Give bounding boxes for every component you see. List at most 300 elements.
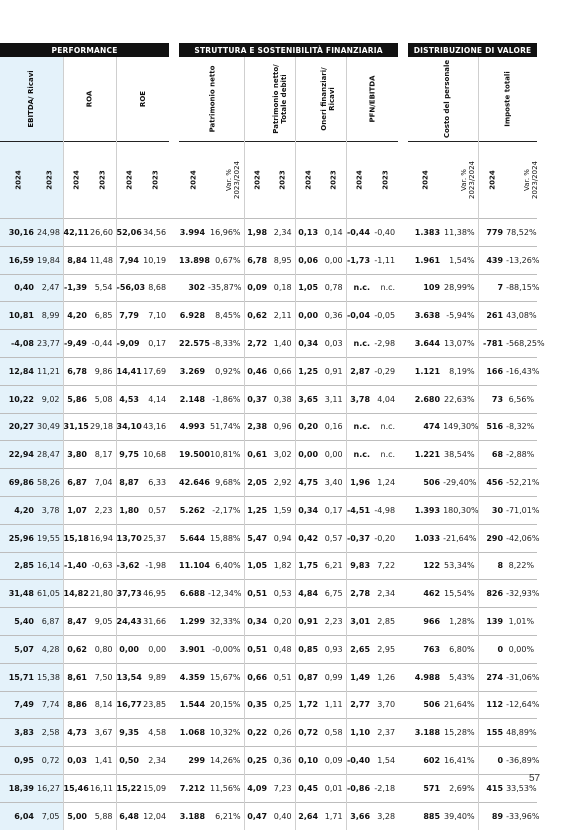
- table-row: [0, 385, 537, 413]
- table-cell: 0,50: [116, 747, 142, 775]
- table-cell: 506: [408, 691, 443, 719]
- table-cell: -71,01%: [506, 496, 537, 524]
- table-cell: 4,53: [116, 385, 142, 413]
- table-cell: 43,08%: [506, 302, 537, 330]
- table-cell: 6,56%: [506, 385, 537, 413]
- table-cell: 0,34: [295, 496, 321, 524]
- table-cell: 112: [478, 691, 506, 719]
- table-cell: -4,98: [373, 496, 398, 524]
- table-cell: -0,04: [346, 302, 373, 330]
- table-cell: 0,09: [244, 274, 270, 302]
- table-cell: 0,95: [0, 747, 37, 775]
- table-cell: n.c.: [373, 413, 398, 441]
- table-cell: 2,58: [37, 719, 63, 747]
- table-cell: 15,38: [37, 663, 63, 691]
- table-cell: 0,57: [321, 524, 346, 552]
- table-cell: 4.359: [179, 663, 208, 691]
- table-cell: 5,07: [0, 635, 37, 663]
- table-cell: 30: [478, 496, 506, 524]
- table-cell: 9,83: [346, 552, 373, 580]
- table-row: [0, 747, 537, 775]
- table-cell: 1,80: [116, 496, 142, 524]
- table-cell: 13,70: [116, 524, 142, 552]
- table-cell: 1,05: [295, 274, 321, 302]
- table-cell: 8,17: [90, 441, 116, 469]
- table-cell: 2,85: [373, 608, 398, 636]
- table-cell: 58,26: [37, 469, 63, 497]
- metric-header-pfn: PFN/EBITDA: [346, 57, 398, 142]
- metric-header-roe: ROE: [116, 57, 169, 142]
- table-cell: 10,81%: [208, 441, 244, 469]
- table-cell: 0,20: [270, 608, 295, 636]
- table-cell: 8,87: [116, 469, 142, 497]
- table-cell: 3,83: [0, 719, 37, 747]
- table-cell: 17,69: [142, 357, 169, 385]
- table-cell: -1,11: [373, 246, 398, 274]
- table-cell: 0,25: [270, 691, 295, 719]
- table-cell: 0: [478, 635, 506, 663]
- table-cell: 122: [408, 552, 443, 580]
- table-cell: 15,46: [63, 774, 90, 802]
- table-cell: 9,68%: [208, 469, 244, 497]
- year-2024: 2024: [295, 142, 321, 219]
- table-cell: 14,26%: [208, 747, 244, 775]
- table-cell: 0,36: [321, 302, 346, 330]
- table-cell: 0,37: [244, 385, 270, 413]
- table-cell: 0,18: [270, 274, 295, 302]
- table-cell: 0,93: [321, 635, 346, 663]
- table-cell: 2,65: [346, 635, 373, 663]
- table-cell: 8,45%: [208, 302, 244, 330]
- table-cell: 6,48: [116, 802, 142, 829]
- table-cell: 0,38: [270, 385, 295, 413]
- table-cell: 0,48: [270, 635, 295, 663]
- table-cell: 0,25: [244, 747, 270, 775]
- table-cell: 2,77: [346, 691, 373, 719]
- table-cell: n.c.: [346, 330, 373, 358]
- table-cell: 1,10: [346, 719, 373, 747]
- table-cell: 16,41%: [443, 747, 478, 775]
- table-cell: -3,62: [116, 552, 142, 580]
- table-cell: 0,94: [270, 524, 295, 552]
- table-cell: 2,72: [244, 330, 270, 358]
- table-cell: 0,01: [321, 774, 346, 802]
- table-cell: 763: [408, 635, 443, 663]
- table-cell: 5,88: [90, 802, 116, 829]
- table-cell: 3.188: [408, 719, 443, 747]
- table-cell: 26,60: [90, 219, 116, 247]
- table-cell: 7,23: [270, 774, 295, 802]
- table-cell: -5,94%: [443, 302, 478, 330]
- table-cell: 1.544: [179, 691, 208, 719]
- table-cell: -13,26%: [506, 246, 537, 274]
- table-cell: 0,36: [270, 747, 295, 775]
- table-row: [0, 469, 537, 497]
- table-cell: 8,95: [270, 246, 295, 274]
- table-row: [0, 802, 537, 829]
- table-cell: 8,61: [63, 663, 90, 691]
- table-cell: 3,28: [373, 802, 398, 829]
- table-cell: 4.993: [179, 413, 208, 441]
- table-cell: 7,22: [373, 552, 398, 580]
- table-cell: -0,44: [90, 330, 116, 358]
- table-cell: 0,00: [321, 441, 346, 469]
- table-cell: 18,39: [0, 774, 37, 802]
- table-cell: 6,21%: [208, 802, 244, 829]
- table-cell: 0,66: [270, 357, 295, 385]
- table-cell: 1,11: [321, 691, 346, 719]
- table-cell: 180,30%: [443, 496, 478, 524]
- table-cell: 4.988: [408, 663, 443, 691]
- table-cell: -0,00%: [208, 635, 244, 663]
- table-cell: -52,21%: [506, 469, 537, 497]
- table-cell: 3.188: [179, 802, 208, 829]
- table-cell: 1.121: [408, 357, 443, 385]
- table-cell: 1.393: [408, 496, 443, 524]
- table-cell: 5,47: [244, 524, 270, 552]
- table-cell: 299: [179, 747, 208, 775]
- table-cell: 2,85: [0, 552, 37, 580]
- table-row: [0, 441, 537, 469]
- table-cell: 3,67: [90, 719, 116, 747]
- year-2023: 2023: [270, 142, 295, 219]
- table-cell: 1,25: [295, 357, 321, 385]
- table-cell: -32,93%: [506, 580, 537, 608]
- year-2024: 2024: [179, 142, 208, 219]
- table-cell: 1,72: [295, 691, 321, 719]
- table-cell: 0: [478, 747, 506, 775]
- table-cell: 16,27: [37, 774, 63, 802]
- table-cell: 0,06: [295, 246, 321, 274]
- table-cell: 34,56: [142, 219, 169, 247]
- table-cell: 24,98: [37, 219, 63, 247]
- table-cell: 6,78: [244, 246, 270, 274]
- table-cell: n.c.: [346, 441, 373, 469]
- table-row: [0, 552, 537, 580]
- table-cell: 7,10: [142, 302, 169, 330]
- year-2023: 2023: [142, 142, 169, 219]
- table-cell: 415: [478, 774, 506, 802]
- table-cell: -0,40: [346, 747, 373, 775]
- table-cell: 0,40: [270, 802, 295, 829]
- table-cell: 1,05: [244, 552, 270, 580]
- table-cell: 15,22: [116, 774, 142, 802]
- table-cell: 1.068: [179, 719, 208, 747]
- table-cell: 261: [478, 302, 506, 330]
- table-cell: 1,54: [373, 747, 398, 775]
- table-cell: 1,71: [321, 802, 346, 829]
- table-cell: 8,68: [142, 274, 169, 302]
- table-cell: 0,00: [295, 302, 321, 330]
- table-cell: n.c.: [373, 274, 398, 302]
- table-cell: 10,81: [0, 302, 37, 330]
- table-cell: 2,78: [346, 580, 373, 608]
- table-cell: -1,40: [63, 552, 90, 580]
- table-row: [0, 302, 537, 330]
- table-cell: 1,49: [346, 663, 373, 691]
- table-cell: 1.033: [408, 524, 443, 552]
- metric-header-patrimonio-netto: Patrimonio netto: [208, 65, 217, 133]
- table-cell: 506: [408, 469, 443, 497]
- table-cell: 3.901: [179, 635, 208, 663]
- table-cell: 966: [408, 608, 443, 636]
- table-cell: 12,04: [142, 802, 169, 829]
- table-cell: 0,17: [142, 330, 169, 358]
- table-cell: 0,72: [295, 719, 321, 747]
- table-cell: 5.262: [179, 496, 208, 524]
- table-cell: -35,87%: [208, 274, 244, 302]
- table-cell: -12,64%: [506, 691, 537, 719]
- table-cell: -0,05: [373, 302, 398, 330]
- table-cell: 9,05: [90, 608, 116, 636]
- table-cell: 46,95: [142, 580, 169, 608]
- table-cell: 3,78: [346, 385, 373, 413]
- table-cell: 7.212: [179, 774, 208, 802]
- table-cell: 31,66: [142, 608, 169, 636]
- table-cell: 68: [478, 441, 506, 469]
- table-cell: 31,48: [0, 580, 37, 608]
- table-cell: 0,00%: [506, 635, 537, 663]
- table-row: [0, 635, 537, 663]
- table-cell: 31,15: [63, 413, 90, 441]
- table-cell: 6,80%: [443, 635, 478, 663]
- table-cell: 0,45: [295, 774, 321, 802]
- table-cell: 20,27: [0, 413, 37, 441]
- table-cell: 16,96%: [208, 219, 244, 247]
- table-cell: -16,43%: [506, 357, 537, 385]
- table-row: [0, 219, 537, 247]
- table-cell: 0,57: [142, 496, 169, 524]
- table-cell: 23,85: [142, 691, 169, 719]
- table-cell: 42,11: [63, 219, 90, 247]
- table-cell: 2,34: [373, 580, 398, 608]
- table-cell: 5,54: [90, 274, 116, 302]
- table-cell: 1,59: [270, 496, 295, 524]
- table-cell: 32,33%: [208, 608, 244, 636]
- table-cell: 826: [478, 580, 506, 608]
- table-cell: 7,94: [116, 246, 142, 274]
- table-cell: 8,14: [90, 691, 116, 719]
- table-cell: 1,07: [63, 496, 90, 524]
- table-cell: 7,49: [0, 691, 37, 719]
- table-cell: 2.680: [408, 385, 443, 413]
- table-cell: 78,52%: [506, 219, 537, 247]
- table-cell: 13,07%: [443, 330, 478, 358]
- table-cell: 571: [408, 774, 443, 802]
- table-cell: 28,99%: [443, 274, 478, 302]
- table-row: [0, 774, 537, 802]
- table-cell: -9,49: [63, 330, 90, 358]
- table-cell: 11,21: [37, 357, 63, 385]
- table-cell: 4,20: [63, 302, 90, 330]
- table-row: [0, 663, 537, 691]
- table-cell: 4,09: [244, 774, 270, 802]
- table-cell: 6.928: [179, 302, 208, 330]
- table-cell: 25,37: [142, 524, 169, 552]
- year-2024: 2024: [63, 142, 90, 219]
- table-cell: 2,95: [373, 635, 398, 663]
- table-cell: 0,03: [63, 747, 90, 775]
- table-cell: 302: [179, 274, 208, 302]
- table-cell: 37,73: [116, 580, 142, 608]
- table-cell: 9,02: [37, 385, 63, 413]
- table-cell: 21,64%: [443, 691, 478, 719]
- table-cell: 16,77: [116, 691, 142, 719]
- metric-header-ebitda: EBITDA/ Ricavi: [0, 57, 63, 142]
- year-2024: 2024: [408, 142, 443, 219]
- table-cell: 8,19%: [443, 357, 478, 385]
- table-cell: 0,16: [321, 413, 346, 441]
- table-cell: 3,66: [346, 802, 373, 829]
- table-cell: 9,35: [116, 719, 142, 747]
- table-cell: 274: [478, 663, 506, 691]
- table-cell: 1.383: [408, 219, 443, 247]
- table-cell: 2,23: [321, 608, 346, 636]
- table-cell: 10,32%: [208, 719, 244, 747]
- table-cell: 0,10: [295, 747, 321, 775]
- table-cell: 3,70: [373, 691, 398, 719]
- table-cell: 25,96: [0, 524, 37, 552]
- table-cell: 4,28: [37, 635, 63, 663]
- table-cell: 7,79: [116, 302, 142, 330]
- table-cell: 22.575: [179, 330, 208, 358]
- table-cell: 3,80: [63, 441, 90, 469]
- table-cell: 6,33: [142, 469, 169, 497]
- table-cell: 22,63%: [443, 385, 478, 413]
- table-cell: 73: [478, 385, 506, 413]
- table-cell: 4,20: [0, 496, 37, 524]
- table-cell: n.c.: [373, 441, 398, 469]
- table-cell: -0,29: [373, 357, 398, 385]
- table-cell: 51,74%: [208, 413, 244, 441]
- table-cell: 3.269: [179, 357, 208, 385]
- table-cell: 8,84: [63, 246, 90, 274]
- table-cell: 0,67%: [208, 246, 244, 274]
- year-2024: 2024: [116, 142, 142, 219]
- table-cell: 779: [478, 219, 506, 247]
- table-body: [0, 219, 545, 830]
- table-cell: 3,65: [295, 385, 321, 413]
- table-cell: 1,82: [270, 552, 295, 580]
- table-cell: 2,69%: [443, 774, 478, 802]
- table-cell: 11,48: [90, 246, 116, 274]
- table-cell: -2,17%: [208, 496, 244, 524]
- table-cell: 9,86: [90, 357, 116, 385]
- table-cell: 0,34: [244, 608, 270, 636]
- table-cell: -88,15%: [506, 274, 537, 302]
- financial-table: [0, 43, 545, 830]
- table-row: [0, 274, 537, 302]
- table-cell: 3.644: [408, 330, 443, 358]
- table-cell: 7,05: [37, 802, 63, 829]
- table-cell: 7,50: [90, 663, 116, 691]
- table-cell: 15,54%: [443, 580, 478, 608]
- table-cell: 0,40: [0, 274, 37, 302]
- table-cell: 5.644: [179, 524, 208, 552]
- table-cell: 15,28%: [443, 719, 478, 747]
- table-cell: 38,54%: [443, 441, 478, 469]
- table-cell: 10,68: [142, 441, 169, 469]
- table-cell: 0,34: [295, 330, 321, 358]
- table-cell: 43,16: [142, 413, 169, 441]
- table-cell: 8,86: [63, 691, 90, 719]
- table-row: [0, 524, 537, 552]
- table-cell: 1,25: [244, 496, 270, 524]
- table-cell: 3,01: [346, 608, 373, 636]
- table-cell: 1,75: [295, 552, 321, 580]
- table-cell: 6,87: [37, 608, 63, 636]
- table-cell: 28,47: [37, 441, 63, 469]
- table-cell: 7: [478, 274, 506, 302]
- table-cell: -0,63: [90, 552, 116, 580]
- table-row: [0, 719, 537, 747]
- table-cell: 16,59: [0, 246, 37, 274]
- table-cell: 19,55: [37, 524, 63, 552]
- table-cell: -0,86: [346, 774, 373, 802]
- table-cell: 53,34%: [443, 552, 478, 580]
- table-cell: 462: [408, 580, 443, 608]
- table-cell: n.c.: [346, 274, 373, 302]
- table-cell: 8,99: [37, 302, 63, 330]
- table-cell: 1.299: [179, 608, 208, 636]
- table-cell: 2.148: [179, 385, 208, 413]
- table-cell: 2,47: [37, 274, 63, 302]
- metric-header-imposte: Imposte totali: [478, 57, 537, 142]
- table-cell: 0,96: [270, 413, 295, 441]
- table-cell: 2,23: [90, 496, 116, 524]
- table-cell: 8,47: [63, 608, 90, 636]
- table-cell: 12,84: [0, 357, 37, 385]
- table-cell: 6,78: [63, 357, 90, 385]
- table-cell: 6,04: [0, 802, 37, 829]
- table-cell: 0,99: [321, 663, 346, 691]
- table-cell: 16,11: [90, 774, 116, 802]
- table-cell: 0,26: [270, 719, 295, 747]
- table-cell: 0,62: [244, 302, 270, 330]
- table-cell: -4,51: [346, 496, 373, 524]
- table-cell: 39,40%: [443, 802, 478, 829]
- table-cell: 10,22: [0, 385, 37, 413]
- metric-header-patrimonio-debiti: Patrimonio netto/ Totale debiti: [244, 57, 295, 142]
- table-cell: -0,44: [346, 219, 373, 247]
- table-cell: 3,40: [321, 469, 346, 497]
- table-cell: 8: [478, 552, 506, 580]
- metric-header-oneri: Oneri finanziari/ Ricavi: [295, 57, 346, 142]
- table-cell: 1,24: [373, 469, 398, 497]
- table-cell: 0,53: [270, 580, 295, 608]
- table-cell: 24,43: [116, 608, 142, 636]
- table-cell: 6,87: [63, 469, 90, 497]
- table-cell: 6,75: [321, 580, 346, 608]
- table-cell: 13.898: [179, 246, 208, 274]
- year-2023: 2023: [373, 142, 398, 219]
- table-cell: 0,09: [321, 747, 346, 775]
- table-cell: 456: [478, 469, 506, 497]
- table-cell: 0,00: [295, 441, 321, 469]
- table-cell: 109: [408, 274, 443, 302]
- table-cell: 14,41: [116, 357, 142, 385]
- table-cell: 22,94: [0, 441, 37, 469]
- year-2023: 2023: [37, 142, 63, 219]
- table-cell: 0,80: [90, 635, 116, 663]
- table-cell: 0,87: [295, 663, 321, 691]
- table-cell: -0,40: [373, 219, 398, 247]
- table-cell: 0,03: [321, 330, 346, 358]
- table-row: [0, 357, 537, 385]
- table-cell: -2,98: [373, 330, 398, 358]
- table-cell: 139: [478, 608, 506, 636]
- table-cell: 30,16: [0, 219, 37, 247]
